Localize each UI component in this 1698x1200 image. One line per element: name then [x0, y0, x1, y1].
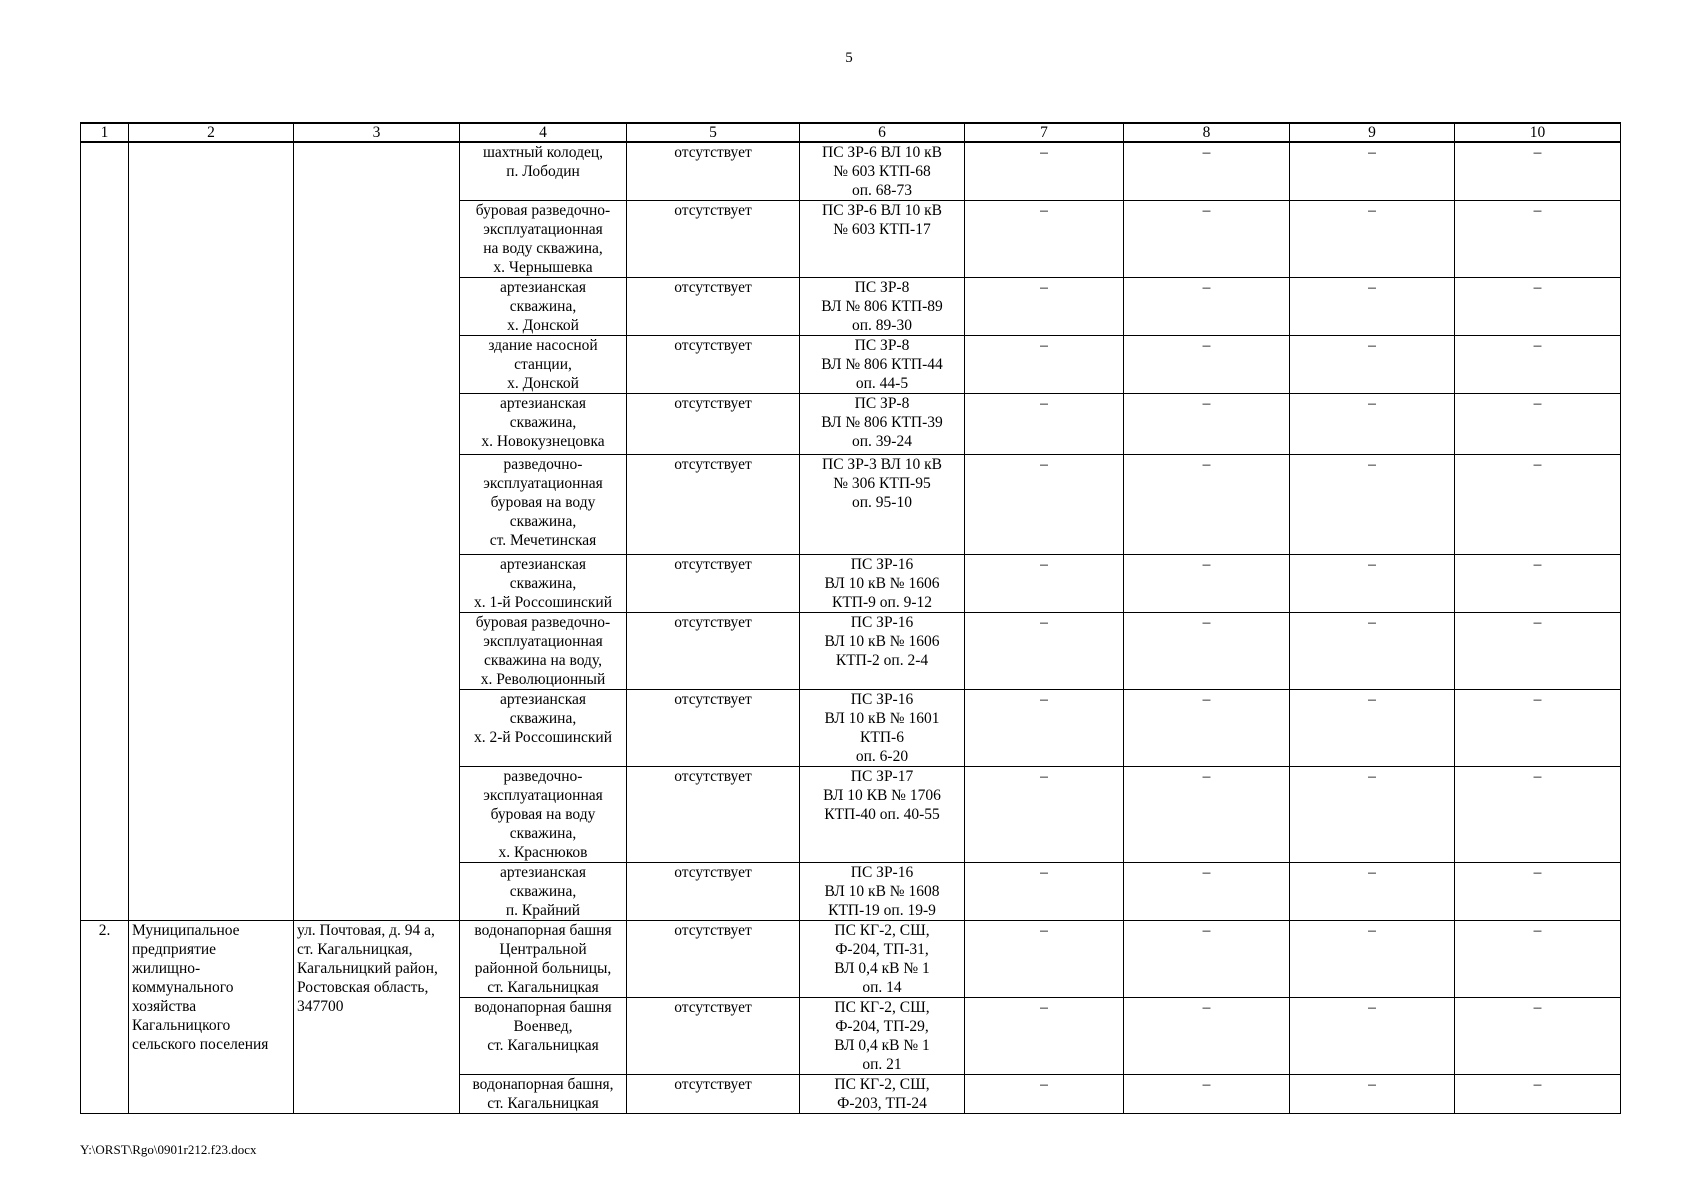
object-cell: артезианская скважина, х. Новокузнецовка	[460, 394, 627, 455]
dash-cell: –	[965, 201, 1124, 278]
dash-cell: –	[965, 555, 1124, 613]
power-source-cell: ПС ЗР-16 ВЛ 10 кВ № 1608 КТП-19 оп. 19-9	[800, 863, 965, 921]
status-cell: отсутствует	[627, 1075, 800, 1114]
dash-cell: –	[1455, 455, 1621, 555]
object-cell: разведочно- эксплуатационная буровая на воду скважина, ст. Мечетинская	[460, 455, 627, 555]
power-source-cell: ПС ЗР-6 ВЛ 10 кВ № 603 КТП-17	[800, 201, 965, 278]
dash-cell: –	[1455, 998, 1621, 1075]
dash-cell: –	[1290, 690, 1455, 767]
dash-cell: –	[1455, 555, 1621, 613]
dash-cell: –	[1290, 613, 1455, 690]
dash-cell: –	[1290, 278, 1455, 336]
power-source-cell: ПС ЗР-3 ВЛ 10 кВ № 306 КТП-95 оп. 95-10	[800, 455, 965, 555]
status-cell: отсутствует	[627, 921, 800, 998]
status-cell: отсутствует	[627, 998, 800, 1075]
dash-cell: –	[1124, 142, 1290, 201]
header-cell: 4	[460, 123, 627, 142]
dash-cell: –	[1455, 767, 1621, 863]
status-cell: отсутствует	[627, 613, 800, 690]
dash-cell: –	[1455, 863, 1621, 921]
address-cell	[294, 142, 460, 921]
dash-cell: –	[1124, 455, 1290, 555]
dash-cell: –	[965, 998, 1124, 1075]
footer-file-path: Y:\ORST\Rgo\0901r212.f23.docx	[80, 1142, 257, 1157]
row-number-cell: 2.	[81, 921, 129, 1114]
dash-cell: –	[1124, 555, 1290, 613]
dash-cell: –	[1290, 863, 1455, 921]
object-cell: артезианская скважина, п. Крайний	[460, 863, 627, 921]
table-row	[81, 142, 1621, 201]
status-cell: отсутствует	[627, 690, 800, 767]
dash-cell: –	[1290, 1075, 1455, 1114]
power-source-cell: ПС КГ-2, СШ, Ф-203, ТП-24	[800, 1075, 965, 1114]
status-cell: отсутствует	[627, 767, 800, 863]
object-cell: водонапорная башня, ст. Кагальницкая	[460, 1075, 627, 1114]
dash-cell: –	[1124, 613, 1290, 690]
object-cell: разведочно- эксплуатационная буровая на воду скважина, х. Краснюков	[460, 767, 627, 863]
dash-cell: –	[1455, 394, 1621, 455]
dash-cell: –	[1124, 278, 1290, 336]
dash-cell: –	[965, 767, 1124, 863]
dash-cell: –	[1290, 555, 1455, 613]
dash-cell: –	[1290, 142, 1455, 201]
address-cell: ул. Почтовая, д. 94 а, ст. Кагальницкая, Кагальницкий район, Ростовская область, 347700	[294, 921, 460, 1114]
dash-cell: –	[1290, 767, 1455, 863]
power-source-cell: ПС ЗР-8 ВЛ № 806 КТП-89 оп. 89-30	[800, 278, 965, 336]
object-cell: водонапорная башня Центральной районной больницы, ст. Кагальницкая	[460, 921, 627, 998]
header-cell: 5	[627, 123, 800, 142]
header-row	[81, 123, 1621, 142]
object-cell: здание насосной станции, х. Донской	[460, 336, 627, 394]
dash-cell: –	[1290, 455, 1455, 555]
object-cell: водонапорная башня Военвед, ст. Кагальницкая	[460, 998, 627, 1075]
power-source-cell: ПС ЗР-6 ВЛ 10 кВ № 603 КТП-68 оп. 68-73	[800, 142, 965, 201]
header-cell: 8	[1124, 123, 1290, 142]
object-cell: артезианская скважина, х. 1-й Россошинский	[460, 555, 627, 613]
dash-cell: –	[1124, 394, 1290, 455]
dash-cell: –	[1455, 690, 1621, 767]
dash-cell: –	[965, 394, 1124, 455]
header-cell: 2	[129, 123, 294, 142]
dash-cell: –	[1290, 201, 1455, 278]
dash-cell: –	[1124, 767, 1290, 863]
status-cell: отсутствует	[627, 336, 800, 394]
status-cell: отсутствует	[627, 201, 800, 278]
dash-cell: –	[965, 455, 1124, 555]
power-source-cell: ПС ЗР-17 ВЛ 10 КВ № 1706 КТП-40 оп. 40-55	[800, 767, 965, 863]
power-source-cell: ПС ЗР-16 ВЛ 10 кВ № 1606 КТП-2 оп. 2-4	[800, 613, 965, 690]
header-cell: 3	[294, 123, 460, 142]
object-cell: буровая разведочно- эксплуатационная на воду скважина, х. Чернышевка	[460, 201, 627, 278]
dash-cell: –	[1455, 278, 1621, 336]
power-source-cell: ПС ЗР-16 ВЛ 10 кВ № 1601 КТП-6 оп. 6-20	[800, 690, 965, 767]
dash-cell: –	[1124, 690, 1290, 767]
object-cell: шахтный колодец, п. Лободин	[460, 142, 627, 201]
status-cell: отсутствует	[627, 394, 800, 455]
header-cell: 10	[1455, 123, 1621, 142]
header-cell: 1	[81, 123, 129, 142]
dash-cell: –	[965, 142, 1124, 201]
power-source-cell: ПС КГ-2, СШ, Ф-204, ТП-31, ВЛ 0,4 кВ № 1 оп. 14	[800, 921, 965, 998]
object-cell: артезианская скважина, х. Донской	[460, 278, 627, 336]
dash-cell: –	[1290, 336, 1455, 394]
status-cell: отсутствует	[627, 863, 800, 921]
organization-cell	[129, 142, 294, 921]
header-cell: 6	[800, 123, 965, 142]
dash-cell: –	[965, 278, 1124, 336]
status-cell: отсутствует	[627, 455, 800, 555]
dash-cell: –	[1124, 201, 1290, 278]
row-number-cell	[81, 142, 129, 921]
dash-cell: –	[965, 921, 1124, 998]
power-source-cell: ПС КГ-2, СШ, Ф-204, ТП-29, ВЛ 0,4 кВ № 1 оп. 21	[800, 998, 965, 1075]
dash-cell: –	[1290, 998, 1455, 1075]
organization-cell: Муниципальное предприятие жилищно- коммунального хозяйства Кагальницкого сельского поселения	[129, 921, 294, 1114]
dash-cell: –	[965, 863, 1124, 921]
object-cell: артезианская скважина, х. 2-й Россошинский	[460, 690, 627, 767]
dash-cell: –	[965, 1075, 1124, 1114]
status-cell: отсутствует	[627, 555, 800, 613]
dash-cell: –	[1455, 336, 1621, 394]
dash-cell: –	[965, 690, 1124, 767]
table-row	[81, 921, 1621, 998]
power-source-cell: ПС ЗР-16 ВЛ 10 кВ № 1606 КТП-9 оп. 9-12	[800, 555, 965, 613]
dash-cell: –	[1455, 921, 1621, 998]
dash-cell: –	[965, 613, 1124, 690]
dash-cell: –	[1455, 613, 1621, 690]
dash-cell: –	[1124, 998, 1290, 1075]
header-cell: 9	[1290, 123, 1455, 142]
dash-cell: –	[1124, 921, 1290, 998]
dash-cell: –	[965, 336, 1124, 394]
object-cell: буровая разведочно- эксплуатационная скважина на воду, х. Революционный	[460, 613, 627, 690]
dash-cell: –	[1124, 336, 1290, 394]
dash-cell: –	[1455, 201, 1621, 278]
power-source-cell: ПС ЗР-8 ВЛ № 806 КТП-44 оп. 44-5	[800, 336, 965, 394]
status-cell: отсутствует	[627, 278, 800, 336]
dash-cell: –	[1455, 1075, 1621, 1114]
dash-cell: –	[1455, 142, 1621, 201]
dash-cell: –	[1290, 394, 1455, 455]
page-number: 5	[845, 50, 853, 66]
dash-cell: –	[1124, 863, 1290, 921]
status-cell: отсутствует	[627, 142, 800, 201]
header-cell: 7	[965, 123, 1124, 142]
dash-cell: –	[1290, 921, 1455, 998]
dash-cell: –	[1124, 1075, 1290, 1114]
data-table	[80, 122, 1621, 1114]
power-source-cell: ПС ЗР-8 ВЛ № 806 КТП-39 оп. 39-24	[800, 394, 965, 455]
